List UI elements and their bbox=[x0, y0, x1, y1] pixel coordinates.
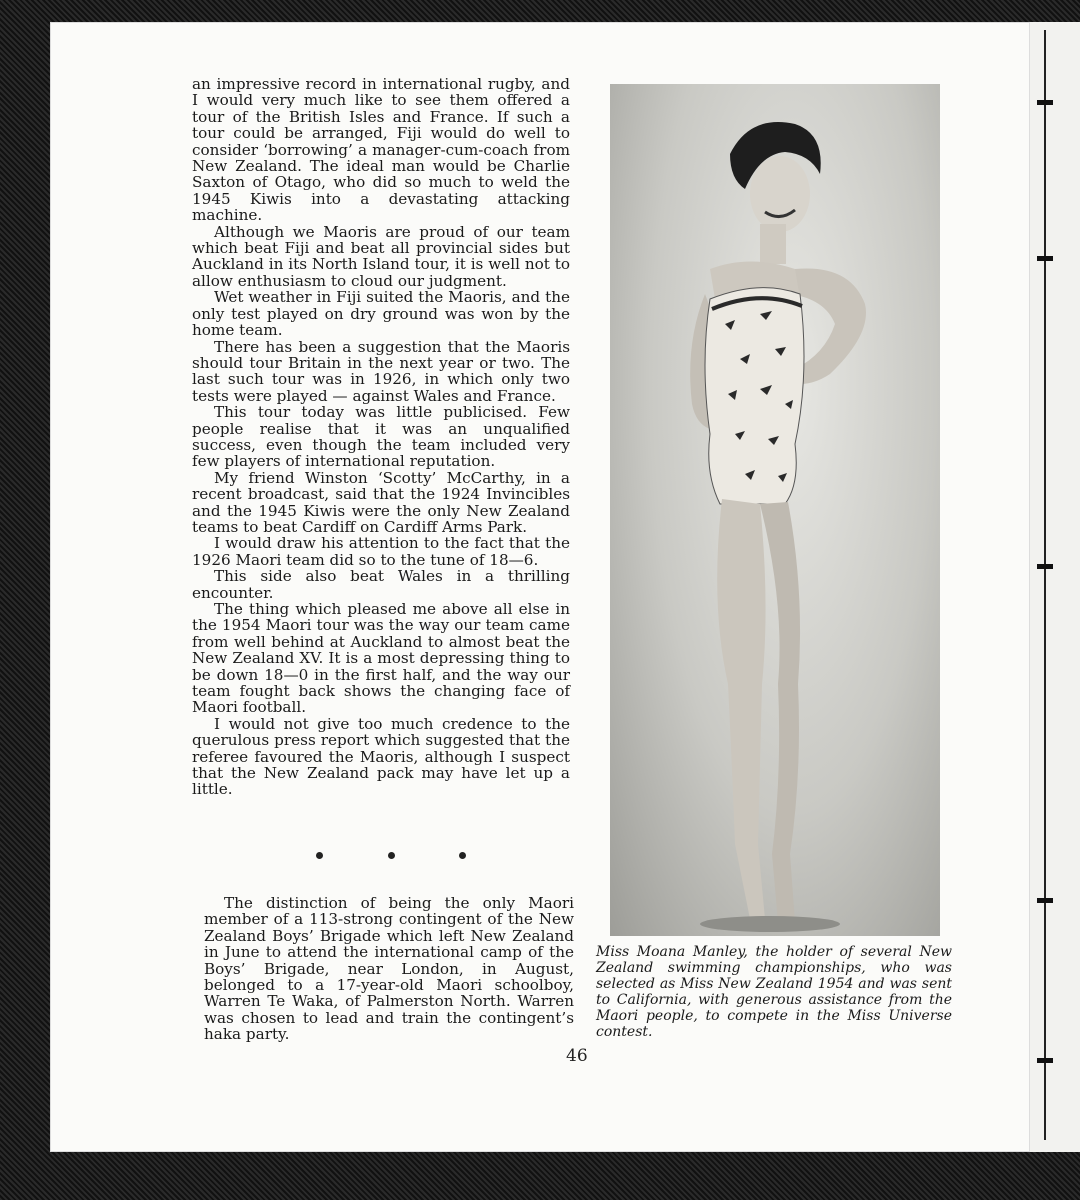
article-paragraph: an impressive record in international rugby, and I would very much like to see them offered a tour of the British Isles and France. If such a tour could be arranged, Fiji would do well to consider ‘borrowing’ a manager-cum-coach from New Zealand. The ideal man would be Charlie Saxton of Otago, who did so much to weld the 1945 Kiwis into a devastating attacking machine. bbox=[192, 75, 570, 225]
article-paragraph: The thing which pleased me above all else in the 1954 Maori tour was the way our team came from well behind at Auckland to almost beat the New Zealand XV. It is a most depressing thing to be down 18—0 in the first half, and the way our team fought back shows the changing face of Maori football. bbox=[192, 600, 570, 717]
binding-tick bbox=[1037, 564, 1053, 569]
article-paragraph: Wet weather in Fiji suited the Maoris, and the only test played on dry ground was won by the home team. bbox=[192, 288, 570, 340]
article-paragraph: Although we Maoris are proud of our team which beat Fiji and beat all provincial sides but Auckland in its North Island tour, it is well not to allow enthusiasm to cloud our judgment. bbox=[192, 222, 570, 290]
binding-tick bbox=[1037, 256, 1053, 261]
article-paragraph: This side also beat Wales in a thrilling encounter. bbox=[192, 567, 570, 602]
woman-figure-illustration bbox=[610, 84, 940, 936]
divider-dot bbox=[388, 852, 395, 859]
binding-line bbox=[1044, 30, 1046, 1140]
article-column bbox=[192, 76, 570, 798]
binding-tick bbox=[1037, 1058, 1053, 1063]
binding-tick bbox=[1037, 100, 1053, 105]
article-paragraph: This tour today was little publicised. Few people realise that it was an unqualified success, even though the team included very few players of international reputation. bbox=[192, 403, 570, 471]
photo-caption: Miss Moana Manley, the holder of several New Zealand swimming championships, who was selected as Miss New Zealand 1954 and was sent to California, with generous assistance from the Maori people, to compete in the Miss Universe contest. bbox=[596, 944, 952, 1040]
divider-dot bbox=[459, 852, 466, 859]
section-divider bbox=[316, 852, 466, 859]
page-number: 46 bbox=[566, 1046, 588, 1066]
next-page-edge bbox=[1030, 22, 1080, 1152]
divider-dot bbox=[316, 852, 323, 859]
article-paragraph: I would draw his attention to the fact that the 1926 Maori team did so to the tune of 18—6. bbox=[192, 534, 570, 569]
binding-tick bbox=[1037, 898, 1053, 903]
article-paragraph: I would not give too much credence to the querulous press report which suggested that the referee favoured the Maoris, although I suspect that the New Zealand pack may have let up a little. bbox=[192, 714, 570, 799]
brigade-column bbox=[204, 895, 574, 1043]
article-paragraph: My friend Winston ‘Scotty’ McCarthy, in a recent broadcast, said that the 1924 Invincibles and the 1945 Kiwis were the only New Zealand teams to beat Cardiff on Cardiff Arms Park. bbox=[192, 468, 570, 536]
swimsuit-photo bbox=[610, 84, 940, 936]
article-paragraph: There has been a suggestion that the Maoris should tour Britain in the next year or two. The last such tour was in 1926, in which only two tests were played — against Wales and France. bbox=[192, 337, 570, 405]
brigade-paragraph: The distinction of being the only Maori member of a 113-strong contingent of the New Zealand Boys’ Brigade which left New Zealand in June to attend the international camp of the Boys’ Brigade, near London, in August, belonged to a 17-year-old Maori schoolboy, Warren Te Waka, of Palmerston North. Warren was chosen to lead and train the contingent’s haka party. bbox=[204, 894, 574, 1044]
